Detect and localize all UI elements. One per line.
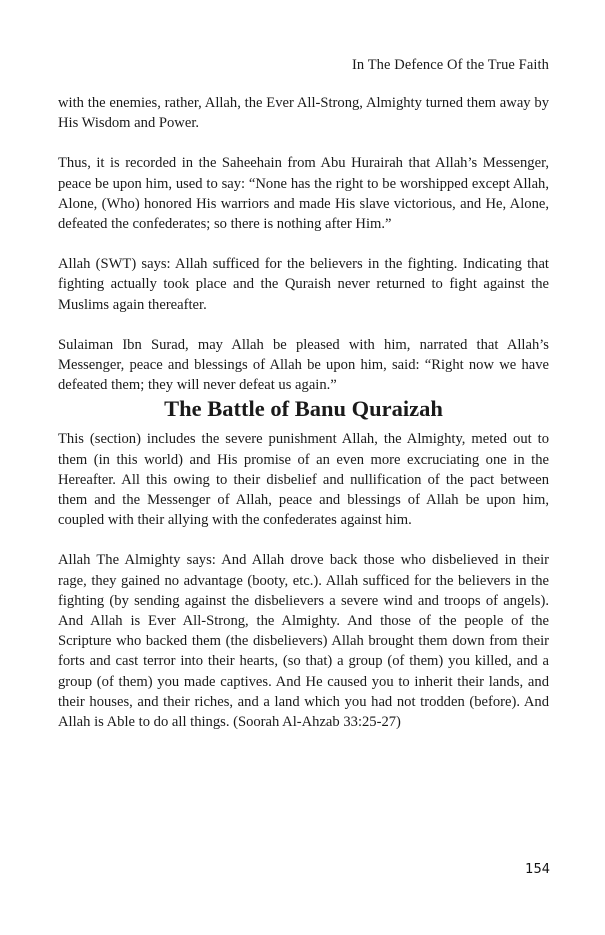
paragraph-sulaiman-narration: Sulaiman Ibn Surad, may Allah be pleased with him, narrated that Allah’s Messenger, peace and blessings of Allah be upon him, said: “Right now we have defeated them; they will never defeat us again.” (58, 336, 549, 394)
paragraph-section-intro: This (section) includes the severe punishment Allah, the Almighty, meted out to them (in this world) and His promise of an even more excruciating one in the Hereafter. All this owing to their disbelief and nullification of the pact between them and the Messenger of Allah, peace and blessings of Allah be upon him, coupled with their allying with the confederates against him. (58, 431, 549, 529)
page-number: 154 (525, 862, 550, 877)
page-body (58, 93, 549, 732)
paragraph-quran-quote: Allah The Almighty says: And Allah drove back those who disbelieved in their rage, they gained no advantage (booty, etc.). Allah sufficed for the believers in the fighting (by sending against the disbelievers a severe wind and troops of angels). And Allah is Ever All-Strong, the Almighty. And those of the people of the Scripture who backed them (the disbelievers) Allah brought them down from their forts and cast terror into their hearts, (so that) a group (of them) you killed, and a group (of them) you made captives. And He caused you to inherit their lands, and their houses, and their riches, and a land which you had not trodden (before). And Allah is Able to do all things. (Soorah Al-Ahzab 33:25-27) (58, 552, 549, 731)
running-header: In The Defence Of the True Faith (351, 57, 549, 73)
paragraph-allah-sufficed: Allah (SWT) says: Allah sufficed for the believers in the fighting. Indicating that fighting actually took place and the Quraish never returned to fight against the Muslims again thereafter. (58, 256, 549, 313)
paragraph-saheehain-hadith: Thus, it is recorded in the Saheehain from Abu Hurairah that Allah’s Messenger, peace be upon him, used to say: “None has the right to be worshipped except Allah, Alone, (Who) honored His warriors and made His slave victorious, and He, Alone, defeated the confederates; so there is nothing after Him.” (58, 155, 549, 233)
paragraph-continuation: with the enemies, rather, Allah, the Ever All-Strong, Almighty turned them away by His Wisdom and Power. (58, 95, 549, 132)
section-heading: The Battle of Banu Quraizah (164, 396, 443, 422)
